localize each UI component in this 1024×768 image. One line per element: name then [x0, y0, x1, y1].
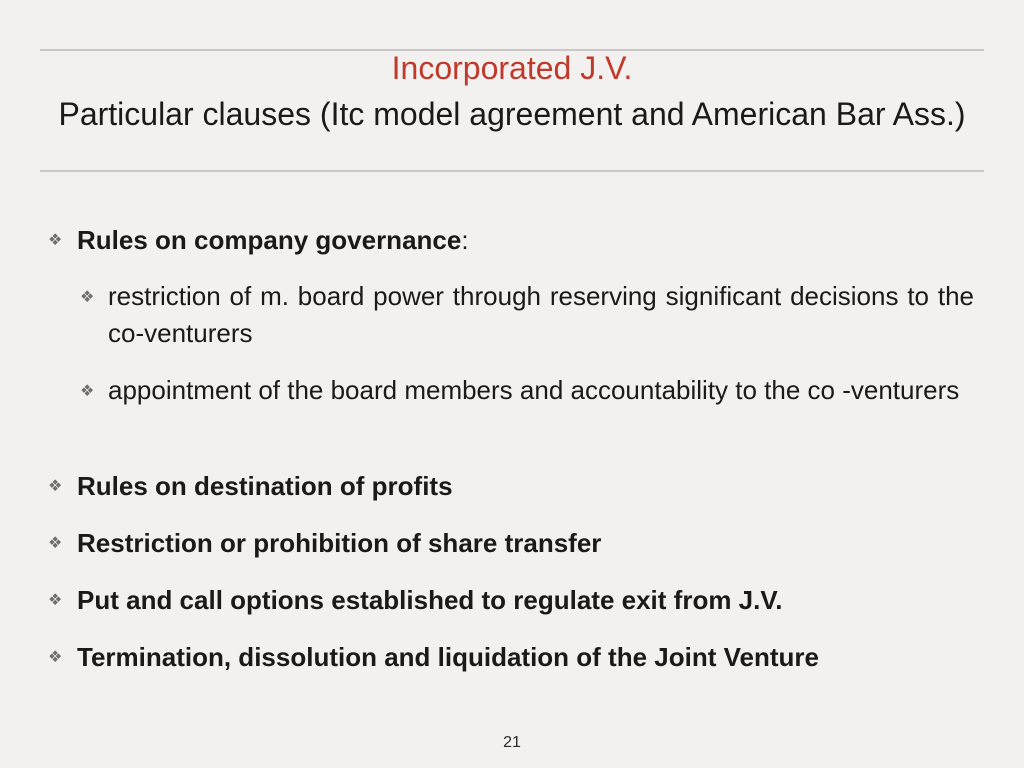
sub-bullet-text: restriction of m. board power through reserving significant decisions to the co-venturers [108, 281, 974, 348]
page-number [0, 734, 1024, 752]
title-bottom-rule [40, 170, 984, 172]
bullet-text: Put and call options established to regulate exit from J.V. [77, 585, 783, 615]
bullet-text: Termination, dissolution and liquidation of the Joint Venture [77, 642, 819, 672]
diamond-bullet-icon: ❖ [48, 649, 63, 666]
slide-title-heading: Incorporated J.V. [391, 50, 633, 86]
bullet-text-bold: Rules on company governance [77, 225, 462, 255]
sub-bullet-text: appointment of the board members and accountability to the co -venturers [108, 375, 960, 405]
bullet-text: Restriction or prohibition of share transfer [77, 528, 602, 558]
diamond-bullet-icon: ❖ [48, 592, 63, 609]
slide-title [20, 50, 1004, 135]
diamond-bullet-icon: ❖ [80, 289, 95, 306]
diamond-bullet-icon: ❖ [48, 478, 63, 495]
bullet-text-suffix: : [461, 225, 469, 255]
diamond-bullet-icon: ❖ [48, 232, 63, 249]
bullet-text: Rules on destination of profits [77, 471, 453, 501]
page-number-text: 21 [503, 734, 521, 751]
diamond-bullet-icon: ❖ [48, 535, 63, 552]
diamond-bullet-icon: ❖ [80, 383, 95, 400]
slide-title-subheading: Particular clauses (Itc model agreement and American Bar Ass.) [58, 96, 966, 132]
bullet-text [77, 224, 469, 256]
